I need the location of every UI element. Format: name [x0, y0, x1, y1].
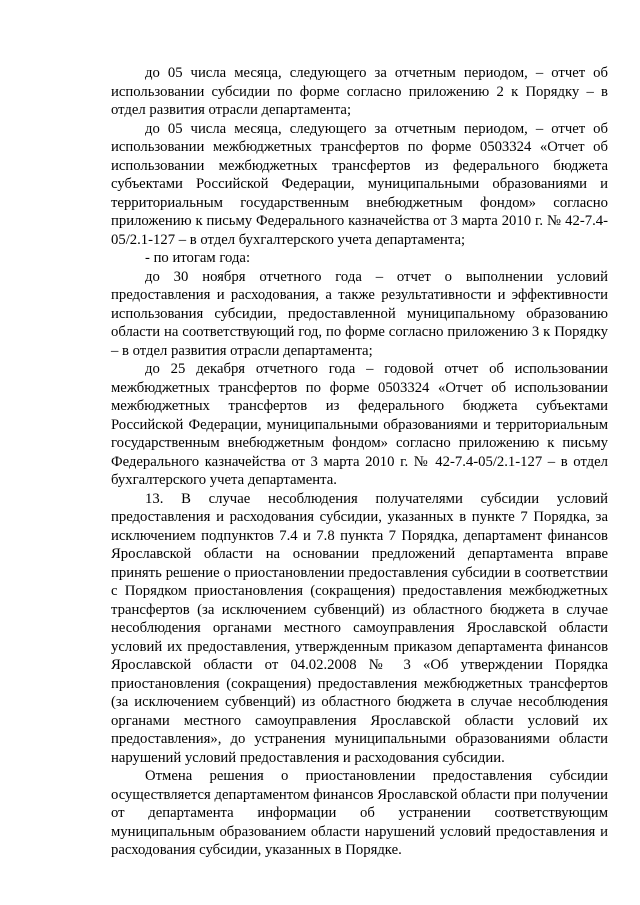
paragraph-december-report: до 25 декабря отчетного года – годовой отчет об использовании межбюджетных трансфертов по форме 0503324 «Отчет об использовании межбюджетных трансфертов из федерального бюджета субъектами Российской Федерации, муниципальными образованиями и территориальным государственным внебюджетным фондом» согласно приложению к письму Федерального казначейства от 3 марта 2010 г. № 42-7.4-05/2.1-127 – в отдел бухгалтерского учета департамента. — [111, 361, 608, 488]
paragraph-suspension-cancel: Отмена решения о приостановлении предоставления субсидии осуществляется департаментом финансов Ярославской области при получении от департамента информации об устранении соответствующим муниципальным образованием области нарушений условий предоставления и расходования субсидии, указанных в Порядке. — [111, 768, 608, 858]
paragraph-year-results-heading: - по итогам года: — [145, 250, 251, 266]
paragraph-november-report: до 30 ноября отчетного года – отчет о выполнении условий предоставления и расходования, а также результативности и эффективности использования субсидии, предоставленной муниципальному образованию области на соответствующий год, по форме согласно приложению 3 к Порядку – в отдел развития отрасли департамента; — [111, 268, 608, 359]
paragraph-monthly-subsidy-report: до 05 числа месяца, следующего за отчетным периодом, – отчет об использовании субсидии по форме согласно приложению 2 к Порядку – в отдел развития отрасли департамента; — [111, 65, 608, 118]
document-body — [111, 64, 608, 860]
paragraph-monthly-transfer-report: до 05 числа месяца, следующего за отчетным периодом, – отчет об использовании межбюджетных трансфертов по форме 0503324 «Отчет об использовании межбюджетных трансфертов из федерального бюджета субъектами Российской Федерации, муниципальными образованиями и территориальным государственным внебюджетным фондом» согласно приложению к письму Федерального казначейства от 3 марта 2010 г. № 42-7.4-05/2.1-127 – в отдел бухгалтерского учета департамента; — [111, 120, 608, 248]
paragraph-item-13: 13. В случае несоблюдения получателями субсидии условий предоставления и расходования субсидии, указанных в пункте 7 Порядка, за исключением подпунктов 7.4 и 7.8 пункта 7 Порядка, департамент финансов Ярославской области на основании предложений департамента вправе принять решение о приостановлении предоставления субсидии в соответствии с Порядком приостановления (сокращения) предоставления межбюджетных трансфертов (за исключением субвенций) из областного бюджета в случае несоблюдения органами местного самоуправления Ярославской области условий их предоставления, утвержденным приказом департамента финансов Ярославской области от 04.02.2008 № 3 «Об утверждении Порядка приостановления (сокращения) предоставления межбюджетных трансфертов (за исключением субвенций) из областного бюджета в случае несоблюдения органами местного самоуправления Ярославской области условий их предоставления», до устранения муниципальными образованиями области нарушений условий предоставления и расходования субсидии. — [111, 490, 608, 766]
